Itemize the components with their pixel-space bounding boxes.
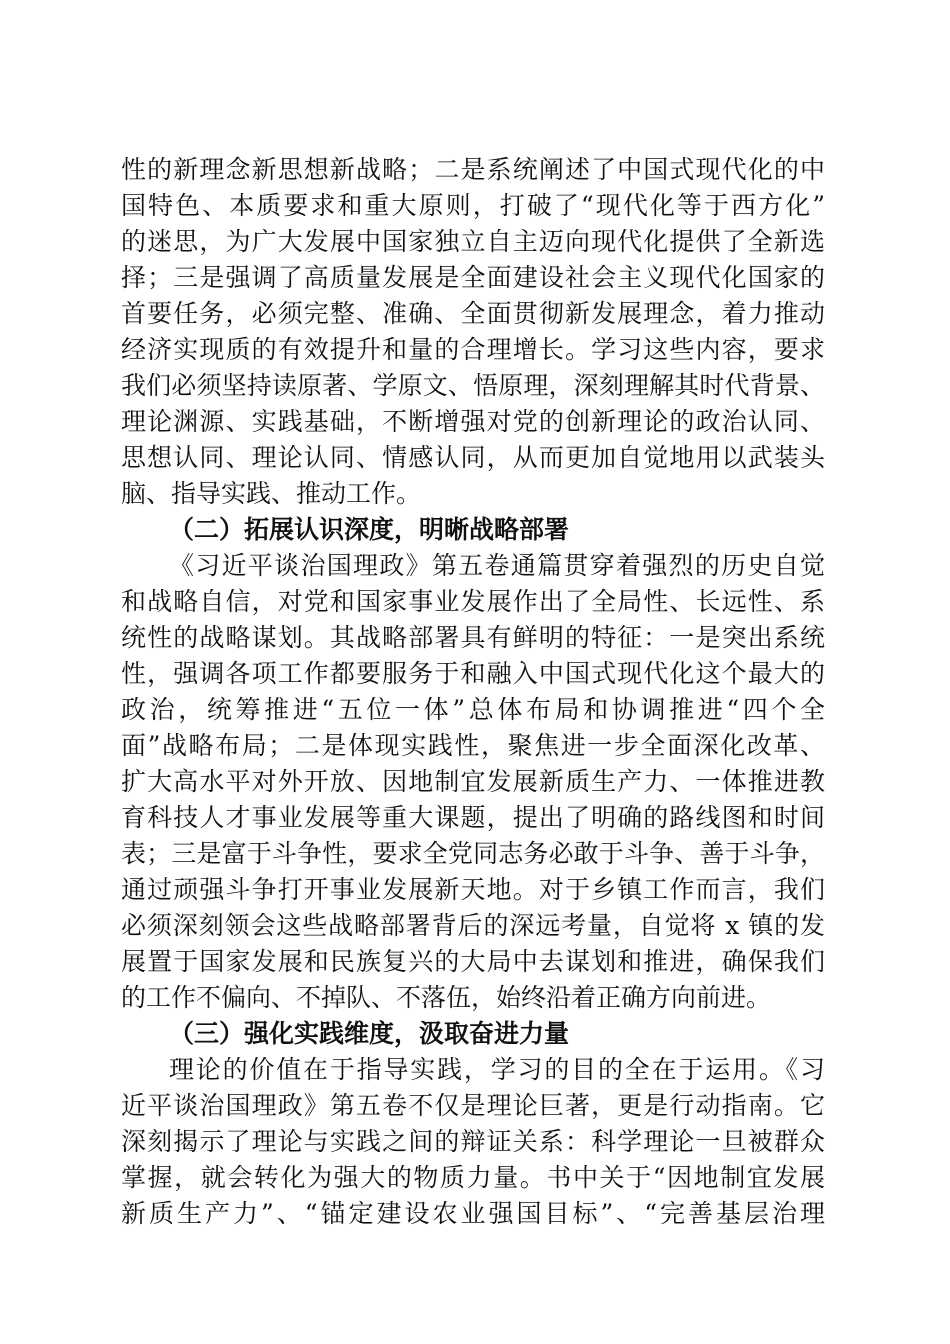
text-line: 掌握，就会转化为强大的物质力量。书中关于“因地制宜发展: [121, 1163, 825, 1192]
text-line: 统性的战略谋划。其战略部署具有鲜明的特征：一是突出系统: [121, 623, 825, 652]
text-line: 新质生产力”、“锚定建设农业强国目标”、“完善基层治理: [121, 1199, 825, 1228]
text-line: 表；三是富于斗争性，要求全党同志务必敢于斗争、善于斗争，: [121, 839, 825, 868]
text-line: 择；三是强调了高质量发展是全面建设社会主义现代化国家的: [121, 263, 825, 292]
text-line: 首要任务，必须完整、准确、全面贯彻新发展理念，着力推动: [121, 299, 825, 328]
text-line: 脑、指导实践、推动工作。: [121, 479, 422, 508]
text-line: 的工作不偏向、不掉队、不落伍，始终沿着正确方向前进。: [121, 983, 772, 1012]
text-line: 面”战略布局；二是体现实践性，聚焦进一步全面深化改革、: [121, 731, 825, 760]
text-line: 政治，统筹推进“五位一体”总体布局和协调推进“四个全: [121, 695, 825, 724]
text-line: 性，强调各项工作都要服务于和融入中国式现代化这个最大的: [121, 659, 825, 688]
text-line: 的迷思，为广大发展中国家独立自主迈向现代化提供了全新选: [121, 227, 825, 256]
text-line: 扩大高水平对外开放、因地制宜发展新质生产力、一体推进教: [121, 767, 825, 796]
text-line: 展置于国家发展和民族复兴的大局中去谋划和推进，确保我们: [121, 947, 825, 976]
text-line: 《习近平谈治国理政》第五卷通篇贯穿着强烈的历史自觉: [169, 551, 825, 580]
text-line: 育科技人才事业发展等重大课题，提出了明确的路线图和时间: [121, 803, 825, 832]
text-line: 通过顽强斗争打开事业发展新天地。对于乡镇工作而言，我们: [121, 875, 825, 904]
text-line: 经济实现质的有效提升和量的合理增长。学习这些内容，要求: [121, 335, 825, 364]
text-line: 思想认同、理论认同、情感认同，从而更加自觉地用以武装头: [121, 443, 825, 472]
text-line: 和战略自信，对党和国家事业发展作出了全局性、长远性、系: [121, 587, 825, 616]
text-line: 必须深刻领会这些战略部署背后的深远考量，自觉将 x 镇的发: [121, 911, 825, 940]
text-line: 国特色、本质要求和重大原则，打破了“现代化等于西方化”: [121, 191, 825, 220]
text-line: 理论渊源、实践基础，不断增强对党的创新理论的政治认同、: [121, 407, 825, 436]
text-line: 近平谈治国理政》第五卷不仅是理论巨著，更是行动指南。它: [121, 1091, 825, 1120]
text-line: 理论的价值在于指导实践，学习的目的全在于运用。《习: [169, 1055, 825, 1084]
section-heading: （二）拓展认识深度，明晰战略部署: [169, 515, 570, 544]
text-line: 我们必须坚持读原著、学原文、悟原理，深刻理解其时代背景、: [121, 371, 825, 400]
section-heading: （三）强化实践维度，汲取奋进力量: [169, 1019, 570, 1048]
text-line: 深刻揭示了理论与实践之间的辩证关系：科学理论一旦被群众: [121, 1127, 825, 1156]
text-line: 性的新理念新思想新战略；二是系统阐述了中国式现代化的中: [121, 155, 825, 184]
